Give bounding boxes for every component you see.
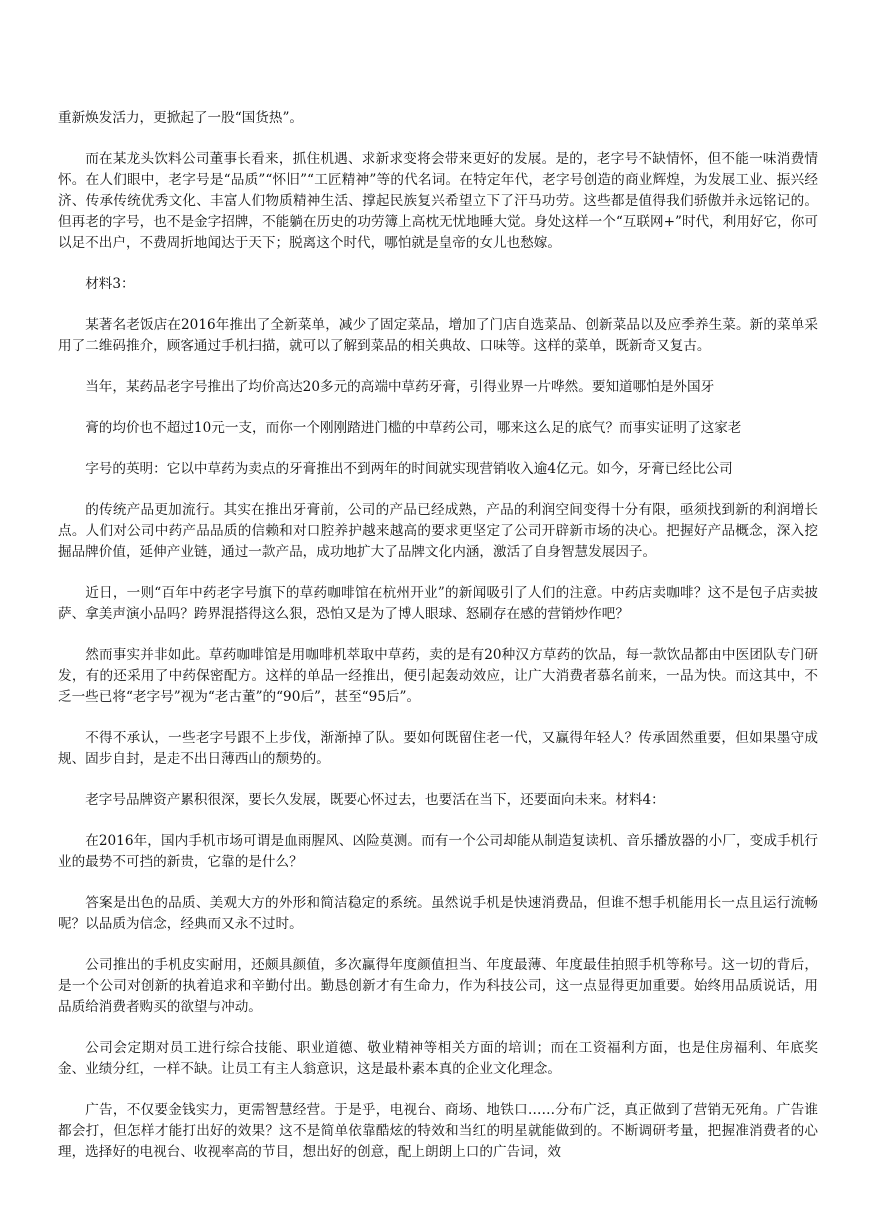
document-body [58,108,818,1183]
paragraph: 老字号品牌资产累积很深，要长久发展，既要心怀过去，也要活在当下，还要面向未来。材料4： [85,792,665,808]
paragraph: 近日，一则“百年中药老字号旗下的草药咖啡馆在杭州开业”的新闻吸引了人们的注意。中药店卖咖啡？这不是包子店卖披萨、拿美声演小品吗？跨界混搭得这么狠，恐怕又是为了博人眼球、怒刷存在感的营销炒作吧？ [58,585,818,622]
paragraph: 字号的英明：它以中草药为卖点的牙膏推出不到两年的时间就实现营销收入逾4亿元。如今，牙膏已经比公司 [85,461,733,477]
paragraph: 当年，某药品老字号推出了均价高达20多元的高端中草药牙膏，引得业界一片哗然。要知道哪怕是外国牙 [85,379,715,395]
material-heading: 材料3： [85,276,135,292]
paragraph: 膏的均价也不超过10元一支，而你一个刚刚踏进门槛的中草药公司，哪来这么足的底气？而事实证明了这家老 [85,420,742,436]
paragraph: 答案是出色的品质、美观大方的外形和简洁稳定的系统。虽然说手机是快速消费品，但谁不想手机能用长一点且运行流畅呢？以品质为信念，经典而又永不过时。 [58,895,818,932]
paragraph: 而在某龙头饮料公司董事长看来，抓住机遇、求新求变将会带来更好的发展。是的，老字号不缺情怀，但不能一味消费情怀。在人们眼中，老字号是“品质”“怀旧”“工匠精神”等的代名词。在特定年代，老字号创造的商业辉煌，为发展工业、振兴经济、传承传统优秀文化、丰富人们物质精神生活、撑起民族复兴希望立下了汗马功劳。这些都是值得我们骄傲并永远铭记的。但再老的字号，也不是金字招牌，不能躺在历史的功劳簿上高枕无忧地睡大觉。身处这样一个“互联网+”时代，利用好它，你可以足不出户，不费周折地闻达于天下；脱离这个时代，哪怕就是皇帝的女儿也愁嫁。 [58,151,818,251]
paragraph: 然而事实并非如此。草药咖啡馆是用咖啡机萃取中草药，卖的是有20种汉方草药的饮品，每一款饮品都由中医团队专门研发，有的还采用了中药保密配方。这样的单品一经推出，便引起轰动效应，让广大消费者慕名前来，一品为快。而这其中，不乏一些已将“老字号”视为“老古董”的“90后”，甚至“95后”。 [58,647,818,705]
paragraph-continuation: 重新焕发活力，更掀起了一股“国货热”。 [58,110,303,126]
paragraph: 不得不承认，一些老字号跟不上步伐，渐渐掉了队。要如何既留住老一代，又赢得年轻人？传承固然重要，但如果墨守成规、固步自封，是走不出日薄西山的颓势的。 [58,730,818,767]
paragraph: 某著名老饭店在2016年推出了全新菜单，减少了固定菜品，增加了门店自选菜品、创新菜品以及应季养生菜。新的菜单采用了二维码推介，顾客通过手机扫描，就可以了解到菜品的相关典故、口味等。这样的菜单，既新奇又复古。 [58,317,818,354]
paragraph: 公司推出的手机皮实耐用，还颇具颜值，多次赢得年度颜值担当、年度最薄、年度最佳拍照手机等称号。这一切的背后，是一个公司对创新的执着追求和辛勤付出。勤恳创新才有生命力，作为科技公司，这一点显得更加重要。始终用品质说话，用品质给消费者购买的欲望与冲动。 [58,957,818,1015]
paragraph: 的传统产品更加流行。其实在推出牙膏前，公司的产品已经成熟，产品的利润空间变得十分有限，亟须找到新的利润增长点。人们对公司中药产品品质的信赖和对口腔养护越来越高的要求更坚定了公司开辟新市场的决心。把握好产品概念，深入挖掘品牌价值，延伸产业链，通过一款产品，成功地扩大了品牌文化内涵，激活了自身智慧发展因子。 [58,502,818,560]
paragraph: 在2016年，国内手机市场可谓是血雨腥风、凶险莫测。而有一个公司却能从制造复读机、音乐播放器的小厂，变成手机行业的最势不可挡的新贵，它靠的是什么？ [58,833,818,870]
paragraph: 公司会定期对员工进行综合技能、职业道德、敬业精神等相关方面的培训；而在工资福利方面，也是住房福利、年底奖金、业绩分红，一样不缺。让员工有主人翁意识，这是最朴素本真的企业文化理念。 [58,1040,818,1077]
paragraph: 广告，不仅要金钱实力，更需智慧经营。于是乎，电视台、商场、地铁口……分布广泛，真正做到了营销无死角。广告谁都会打，但怎样才能打出好的效果？这不是简单依靠酷炫的特效和当红的明星就能做到的。不断调研考量，把握准消费者的心理，选择好的电视台、收视率高的节目，想出好的创意，配上朗朗上口的广告词，效 [58,1102,818,1160]
